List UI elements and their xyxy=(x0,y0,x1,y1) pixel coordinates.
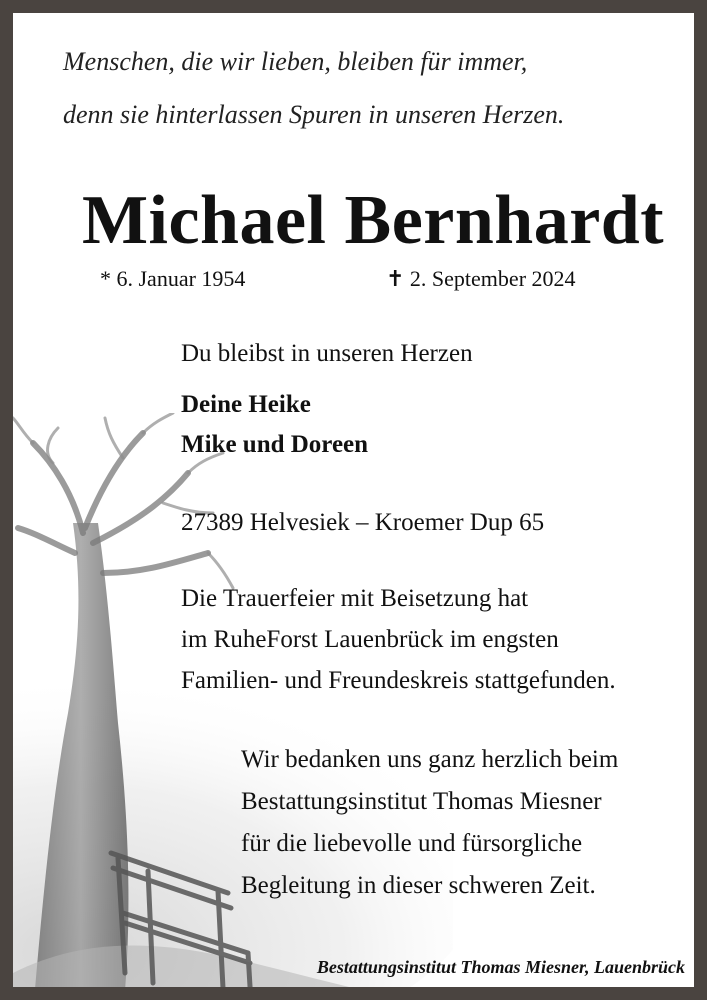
thanks-line: für die liebevolle und fürsorgliche xyxy=(241,830,583,857)
farewell-line: Du bleibst in unseren Herzen xyxy=(181,340,473,367)
thanks-paragraph xyxy=(241,739,618,907)
ceremony-line: Die Trauerfeier mit Beisetzung hat xyxy=(181,585,529,612)
quote-line-2: denn sie hinterlassen Spuren in unseren Herzen. xyxy=(63,100,565,129)
ceremony-line: im RuheForst Lauenbrück im engsten xyxy=(181,626,559,653)
birth-date: * 6. Januar 1954 xyxy=(100,266,246,291)
death-date: ✝ 2. September 2024 xyxy=(386,266,576,291)
ceremony-line: Familien- und Freundeskreis stattgefunden. xyxy=(181,667,616,694)
thanks-line: Wir bedanken uns ganz herzlich beim xyxy=(241,746,619,773)
deceased-name: Michael Bernhardt xyxy=(81,182,665,259)
quote-line-1: Menschen, die wir lieben, bleiben für immer, xyxy=(63,47,528,76)
tree-and-bench-illustration xyxy=(13,413,453,1000)
mourner-1: Deine Heike xyxy=(181,391,311,418)
funeral-home-footer: Bestattungsinstitut Thomas Miesner, Lauenbrück xyxy=(316,957,685,977)
address: 27389 Helvesiek – Kroemer Dup 65 xyxy=(181,509,545,536)
ceremony-paragraph xyxy=(181,578,616,701)
mourner-2: Mike und Doreen xyxy=(181,431,369,458)
thanks-line: Bestattungsinstitut Thomas Miesner xyxy=(241,788,602,815)
thanks-line: Begleitung in dieser schweren Zeit. xyxy=(241,872,596,899)
